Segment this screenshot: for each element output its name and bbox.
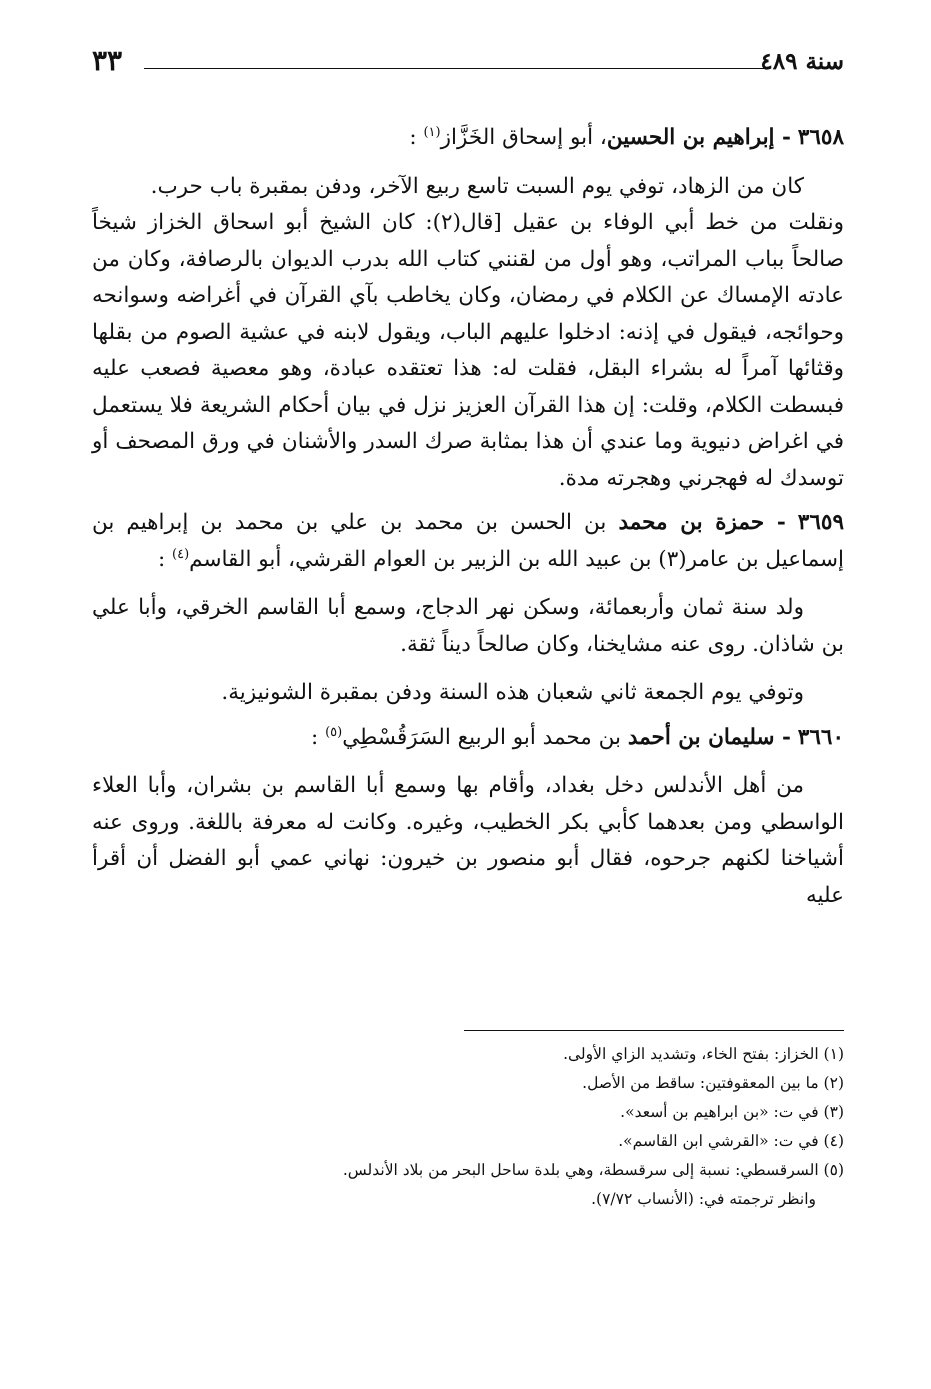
main-text (92, 112, 844, 914)
entry-number: ٣٦٥٨ (797, 125, 844, 150)
entry-paragraph: كان من الزهاد، توفي يوم السبت تاسع ربيع الآخر، ودفن بمقبرة باب حرب. (150, 173, 804, 199)
entry-paragraph: من أهل الأندلس دخل بغداد، وأقام بها وسمع أبا القاسم بن بشران، وأبا العلاء الواسطي ومن بعدهما كأبي بكر الخطيب، وغيره. وكانت له معرفة باللغة. وروى عنه أشياخنا لكنهم جرحوه، فقال أبو منصور بن خيرون: نهاني عمي أبو الفضل أن أقرأ عليه (92, 773, 844, 908)
entry-number: ٣٦٦٠ (797, 724, 844, 750)
entry-number: ٣٦٥٩ (797, 510, 844, 535)
footnote-ref: (٥) (325, 724, 343, 740)
footnote: (٥) السرقسطي: نسبة إلى سرقسطة، وهي بلدة ساحل البحر من بلاد الأندلس. (342, 1161, 844, 1179)
footnote-ref: (٤) (172, 546, 190, 562)
entry-name: حمزة بن محمد (618, 510, 765, 535)
footnote-rule (464, 1030, 844, 1031)
footnote: (٤) في ت: «القرشي ابن القاسم». (618, 1132, 844, 1150)
entry-paragraph: ونقلت من خط أبي الوفاء بن عقيل [قال(٢): كان الشيخ أبو اسحاق الخزاز شيخاً صالحاً بباب المراتب، وهو أول من لقنني كتاب الله بدرب الديوان بالرصافة، وكان من عادته الإمساك عن الكلام في رمضان، وكان يخاطب بآي القرآن في أغراضه وسوانحه وحوائجه، فيقول في إذنه: ادخلوا عليهم الباب، ويقول لابنه في عشية الصوم من بقلها وقثائها آمراً له بشراء البقل، فقلت له: هذا تعتقده عبادة، وهو معصية فصعب عليه فبسطت الكلام، وقلت: إن هذا القرآن العزيز نزل في بيان أحكام الشريعة فلا يستعمل في اغراض دنيوية وما عندي أن هذا بمثابة صرك السدر والأشنان في ورق المصحف أو توسدك له فهجرني وهجرته مدة. (92, 210, 845, 491)
footnote: (٢) ما بين المعقوفتين: ساقط من الأصل. (582, 1074, 844, 1092)
footnote-continuation: وانظر ترجمته في: (الأنساب ٧/٧٢). (591, 1190, 816, 1208)
entry-paragraph: وتوفي يوم الجمعة ثاني شعبان هذه السنة ودفن بمقبرة الشونيزية. (221, 680, 804, 705)
entry-heading-rest: ، أبو إسحاق الخَزَّاز (440, 125, 607, 150)
entry-name: سليمان بن أحمد (627, 724, 775, 750)
header-rule (144, 68, 764, 69)
entry-name: إبراهيم بن الحسين (606, 125, 775, 150)
entry-paragraph: ولد سنة ثمان وأربعمائة، وسكن نهر الدجاج، وسمع أبا القاسم الخرقي، وأبا علي بن شاذان. روى عنه مشايخنا، وكان صالحاً ديناً ثقة. (92, 595, 844, 657)
entry-heading: ٣٦٥٩ - حمزة بن محمد بن الحسن بن محمد بن علي بن محمد بن إبراهيم بن إسماعيل بن عامر(٣) بن عبيد الله بن الزبير بن العوام القرشي، أبو القاسم$^{(٤)}$ : (92, 510, 844, 572)
running-header (92, 44, 844, 84)
entry-heading: ٣٦٥٨ - إبراهيم بن الحسين، أبو إسحاق الخَزَّاز$^{(١)}$ : (409, 124, 844, 150)
footnote: (١) الخزاز: بفتح الخاء، وتشديد الزاي الأولى. (563, 1045, 844, 1063)
footnote-ref: (١) (423, 124, 441, 140)
entry-heading-rest: بن محمد أبو الربيع السَرَقُسْطِي (342, 724, 628, 750)
entry-heading: ٣٦٦٠ - سليمان بن أحمد بن محمد أبو الربيع السَرَقُسْطِي$^{(٥)}$ : (311, 724, 844, 750)
footnote: (٣) في ت: «بن ابراهيم بن أسعد». (620, 1103, 844, 1121)
running-header-year: سنة ٤٨٩ (760, 48, 844, 75)
entry-heading-rest: بن الحسن بن محمد بن علي بن محمد بن إبراهيم بن إسماعيل بن عامر(٣) بن عبيد الله بن الزبير بن العوام القرشي، أبو القاسم (92, 510, 844, 572)
page-number: ٣٣ (92, 44, 123, 77)
footnotes (200, 1040, 844, 1214)
